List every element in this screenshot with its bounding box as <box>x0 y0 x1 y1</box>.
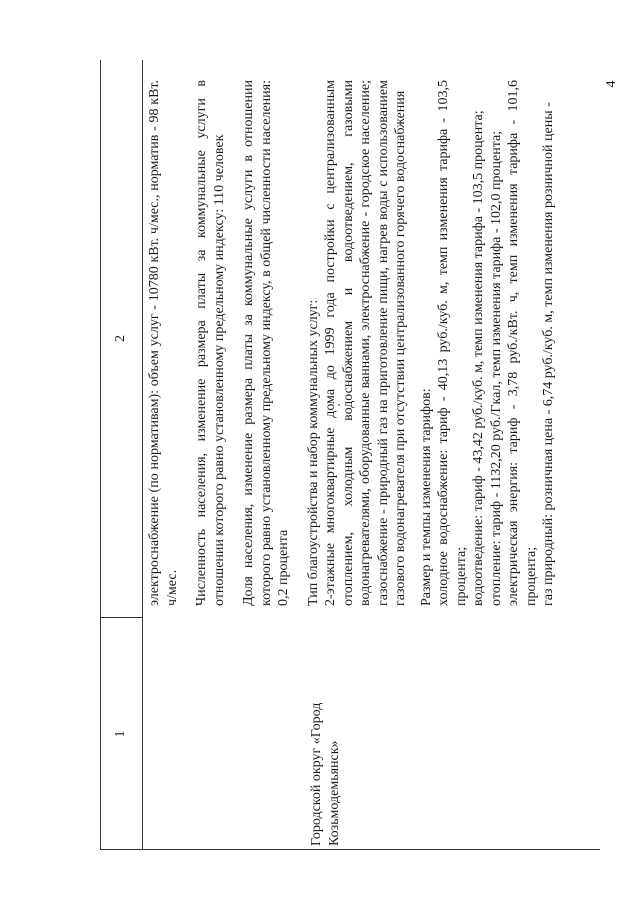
table-right-border <box>100 849 600 850</box>
header-bottom-border <box>142 60 143 850</box>
table-top-border <box>100 60 101 850</box>
municipality-cell: Городской округ «Город Козьмодемьянск» <box>309 702 342 846</box>
tariff-electricity: электрическая энергия: тариф - 3,78 руб./кВт. ч, темп изменения тарифа - 101,6 процента; <box>506 80 539 606</box>
rotated-table <box>100 60 600 850</box>
details-cell <box>146 80 570 606</box>
page-number: 4 <box>604 80 619 88</box>
housing-section <box>305 80 410 606</box>
housing-description: 2-этажные многоквартирные дома до 1999 года постройки с централизованным отоплением, холодным водоснабжением и водоотведением, газовыми водонагревателями, оборудованные ваннами, электроснабжение - городское население; газоснабжение - природный газ на приготовление пищи, нагрев воды с использованием газового водонагревателя при отсутствии централизованного горячего водоснабжения <box>323 80 408 606</box>
tariffs-title: Размер и темпы изменения тарифов: <box>418 388 434 606</box>
housing-title: Тип благоустройства и набор коммунальных услуг: <box>305 299 321 606</box>
electricity-supply-text: электроснабжение (по нормативам): объем услуг - 10780 кВт. ч/мес., норматив - 98 кВт. ч/мес. <box>147 80 180 606</box>
tariff-sewerage: водоотведение: тариф - 43,42 руб./куб. м, темп изменения тарифа - 103,5 процента; <box>471 110 486 606</box>
population-count-text: Численность населения, изменение размера платы за коммунальные услуги в отношении которого равно установленному предельному индексу: 110 человек <box>194 80 227 606</box>
population-share-text: Доля населения, изменение размера платы за коммунальные услуги в отношении которого равно установленному предельному индексу, в общей численности населения: 0,2 процента <box>241 80 291 606</box>
column-header-1: 1 <box>113 730 128 738</box>
tariff-natural-gas: газ природный: розничная цена - 6,74 руб./куб. м, темп изменения розничной цены - <box>541 102 556 606</box>
column-header-2: 2 <box>113 335 128 342</box>
tariff-cold-water: холодное водоснабжение: тариф - 40,13 руб./куб. м, темп изменения тарифа - 103,5 процента; <box>436 80 469 606</box>
tariff-heating: отопление: тариф - 1132,20 руб./Гкал, темп изменения тарифа - 102,0 процента; <box>488 130 504 606</box>
tariffs-section <box>418 80 558 606</box>
